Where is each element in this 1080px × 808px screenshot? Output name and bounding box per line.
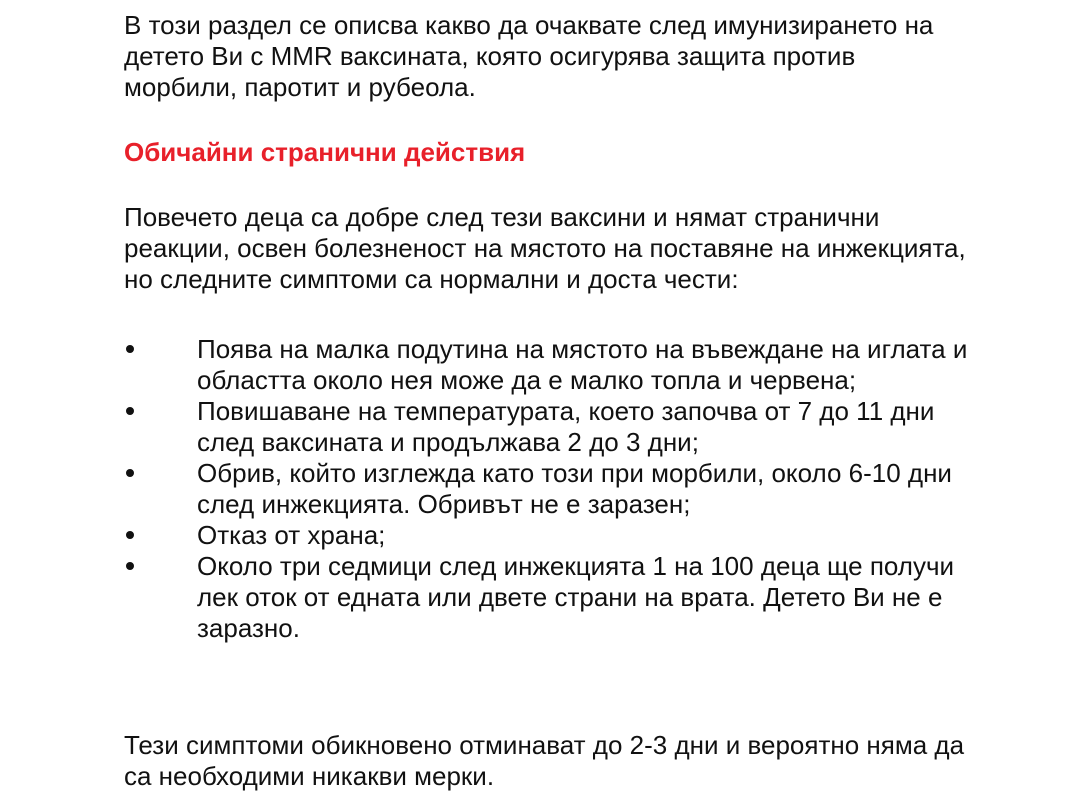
list-item (124, 334, 984, 396)
intro-paragraph: В този раздел се описва какво да очаквате след имунизирането на детето Ви с MMR ваксината, която осигурява защита против морбили, паротит и рубеола. (124, 10, 934, 102)
list-item-text: Поява на малка подутина на мястото на въвеждане на иглата и областта около нея може да е малко топла и червена; (197, 334, 968, 395)
list-item-text: Повишаване на температурата, което започва от 7 до 11 дни след ваксината и продължава 2 до 3 дни; (197, 396, 935, 457)
bullet-icon (126, 345, 134, 353)
list-item (124, 551, 984, 644)
bullet-icon (126, 562, 134, 570)
body-paragraph: Повечето деца са добре след тези ваксини и нямат странични реакции, освен болезненост на мястото на поставяне на инжекцията, но следните симптоми са нормални и доста чести: (124, 202, 966, 294)
list-item-text: Обрив, който изглежда като този при морбили, около 6-10 дни след инжекцията. Обривът не е заразен; (197, 458, 952, 519)
list-item (124, 396, 984, 458)
section-heading: Обичайни странични действия (124, 137, 526, 167)
bullet-icon (126, 407, 134, 415)
list-item-text: Около три седмици след инжекцията 1 на 100 деца ще получи лек оток от едната или двете страни на врата. Детето Ви не е заразно. (197, 551, 955, 643)
list-item-text: Отказ от храна; (197, 520, 386, 550)
list-item (124, 458, 984, 520)
bullet-icon (126, 531, 134, 539)
symptom-list (124, 334, 984, 644)
list-item (124, 520, 984, 551)
closing-paragraph: Тези симптоми обикновено отминават до 2-3 дни и вероятно няма да са необходими никакви мерки. (124, 730, 965, 791)
bullet-icon (126, 469, 134, 477)
